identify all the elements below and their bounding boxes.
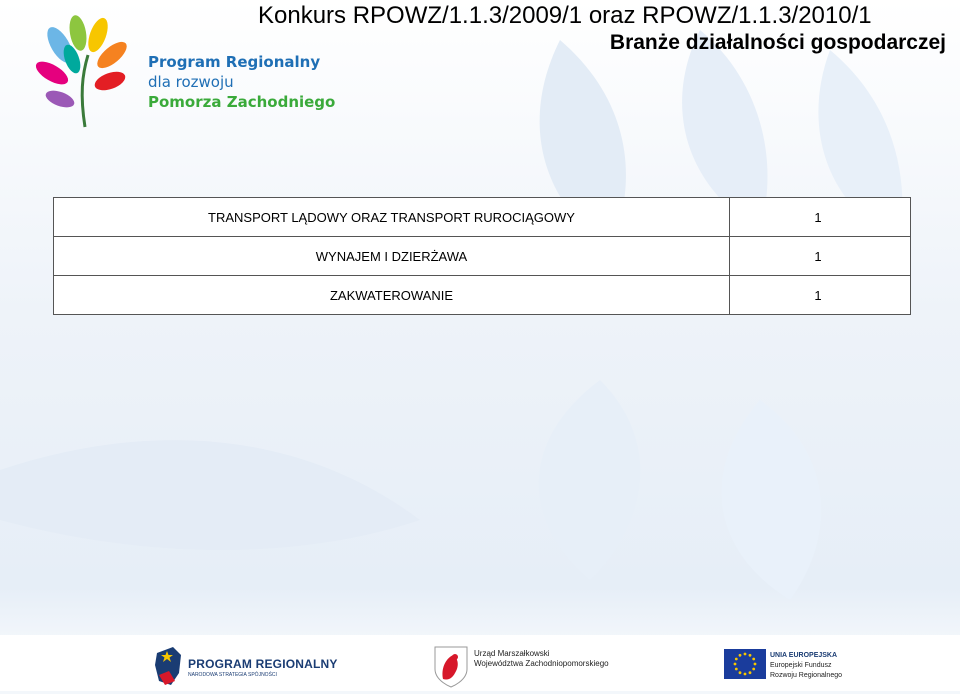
table-row xyxy=(54,237,911,276)
poland-map-icon xyxy=(153,645,183,689)
page-subtitle: Branże działalności gospodarczej xyxy=(609,31,946,54)
footer-logos xyxy=(0,635,960,691)
logo-line-1: Program Regionalny xyxy=(148,53,321,71)
page-title: Konkurs RPOWZ/1.1.3/2009/1 oraz RPOWZ/1.1.3/2010/1 xyxy=(258,2,872,29)
griffin-coat-of-arms-icon xyxy=(433,645,469,689)
row-name: ZAKWATEROWANIE xyxy=(54,276,730,315)
logo-line-3: Pomorza Zachodniego xyxy=(148,93,336,111)
leaves-logo-icon xyxy=(30,15,140,133)
footer-pr-title: PROGRAM REGIONALNY xyxy=(188,657,338,671)
footer-ue-line-2: Rozwoju Regionalnego xyxy=(770,672,842,679)
table-row xyxy=(54,198,911,237)
footer-urzad-line-2: Województwa Zachodniopomorskiego xyxy=(474,659,609,668)
footer-ue-logo xyxy=(724,649,854,689)
row-name: TRANSPORT LĄDOWY ORAZ TRANSPORT RUROCIĄGOWY xyxy=(54,198,730,237)
table-row xyxy=(54,276,911,315)
footer-program-regionalny-logo xyxy=(153,645,338,689)
row-count: 1 xyxy=(730,237,911,276)
row-count: 1 xyxy=(730,276,911,315)
footer-urzad-logo xyxy=(433,645,613,691)
footer-urzad-line-1: Urząd Marszałkowski xyxy=(474,649,550,658)
footer-ue-title: UNIA EUROPEJSKA xyxy=(770,652,838,659)
eu-flag-icon xyxy=(724,649,766,679)
logo-text xyxy=(148,52,335,112)
branze-table xyxy=(53,197,911,315)
row-count: 1 xyxy=(730,198,911,237)
footer-ue-line-1: Europejski Fundusz xyxy=(770,662,832,669)
footer-pr-subtitle: NARODOWA STRATEGIA SPÓJNOŚCI xyxy=(188,672,277,678)
logo-line-2: dla rozwoju xyxy=(148,73,234,91)
row-name: WYNAJEM I DZIERŻAWA xyxy=(54,237,730,276)
